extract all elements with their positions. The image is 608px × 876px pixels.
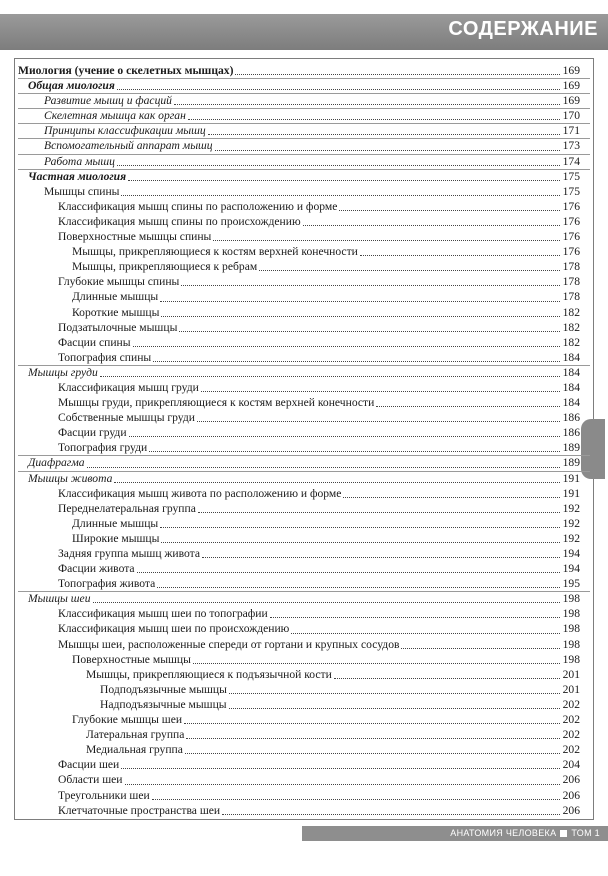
dot-leader [121, 185, 560, 196]
toc-entry [14, 637, 594, 652]
toc-entry [14, 455, 594, 470]
separator-line [18, 169, 590, 170]
dot-leader [157, 577, 560, 588]
dot-leader [376, 396, 560, 407]
toc-entry-title: Классификация мышц спины по расположению и форме [58, 199, 338, 213]
toc-entry-page: 194 [562, 562, 580, 576]
toc-entry-title: Фасции шеи [58, 758, 120, 772]
toc-entry-page: 176 [562, 214, 580, 228]
toc-entry [14, 274, 594, 289]
dot-leader [161, 532, 560, 543]
toc-entry [14, 727, 594, 742]
toc-entry-title: Топография спины [58, 350, 152, 364]
toc-entry-page: 175 [562, 169, 580, 183]
separator-line [18, 138, 590, 139]
toc-entry-title: Треугольники шеи [58, 788, 150, 802]
toc-entry [14, 425, 594, 440]
dot-leader [215, 140, 560, 151]
toc-entry [14, 123, 594, 138]
toc-entry-page: 176 [562, 245, 580, 259]
toc-entry-page: 173 [562, 139, 580, 153]
square-bullet-icon [560, 830, 567, 837]
toc-entry [14, 501, 594, 516]
toc-entry [14, 199, 594, 214]
toc-entry [14, 380, 594, 395]
toc-entry-title: Классификация мышц груди [58, 380, 199, 394]
toc-entry-page: 206 [562, 788, 580, 802]
toc-entry [14, 471, 594, 486]
toc-entry [14, 395, 594, 410]
dot-leader [114, 472, 560, 483]
toc-entry-page: 191 [562, 486, 580, 500]
toc-entry-title: Миология (учение о скелетных мышцах) [18, 64, 234, 77]
dot-leader [179, 321, 560, 332]
toc-entry [14, 154, 594, 169]
toc-entry-page: 198 [562, 637, 580, 651]
toc-entry-page: 176 [562, 230, 580, 244]
dot-leader [160, 291, 560, 302]
toc-entry-title: Частная миология [28, 169, 127, 183]
dot-leader [197, 411, 560, 422]
toc-entry-title: Собственные мышцы груди [58, 411, 195, 425]
toc-entry [14, 576, 594, 591]
toc-entry-title: Медиальная группа [86, 743, 183, 757]
toc-entry-page: 206 [562, 803, 580, 817]
toc-entry-title: Поверхностные мышцы [72, 652, 191, 666]
dot-leader [235, 64, 560, 75]
toc-entry-title: Фасции груди [58, 426, 127, 440]
footer [450, 826, 600, 841]
toc-entry [14, 259, 594, 274]
dot-leader [229, 698, 560, 709]
toc-entry-title: Длинные мышцы [72, 516, 159, 530]
toc-entry-page: 202 [562, 713, 580, 727]
toc-entry [14, 214, 594, 229]
dot-leader [153, 351, 560, 362]
toc-entry-page: 195 [562, 577, 580, 591]
dot-leader [117, 79, 560, 90]
toc-entry [14, 621, 594, 636]
toc-entry [14, 305, 594, 320]
toc-entry-page: 182 [562, 320, 580, 334]
toc-entry-title: Надподъязычные мышцы [100, 697, 227, 711]
separator-line [18, 455, 590, 456]
dot-leader [343, 487, 560, 498]
dot-leader [129, 426, 560, 437]
toc-entry-page: 198 [562, 622, 580, 636]
toc-entry [14, 108, 594, 123]
dot-leader [160, 517, 560, 528]
toc-entry-page: 184 [562, 380, 580, 394]
separator-line [18, 108, 590, 109]
toc-entry-title: Принципы классификации мышц [44, 124, 206, 138]
toc-entry [14, 244, 594, 259]
toc-entry-page: 198 [562, 607, 580, 621]
toc-entry-page: 169 [562, 79, 580, 93]
dot-leader [125, 774, 560, 785]
toc-entry-page: 182 [562, 305, 580, 319]
toc-entry-page: 186 [562, 411, 580, 425]
dot-leader [213, 230, 560, 241]
separator-line [18, 591, 590, 592]
toc-entry [14, 138, 594, 153]
toc-entry-page: 189 [562, 456, 580, 470]
dot-leader [152, 789, 560, 800]
toc-entry-title: Мышцы шеи [28, 592, 91, 606]
toc-entry [14, 365, 594, 380]
toc-entry [14, 486, 594, 501]
toc-entry-title: Длинные мышцы [72, 290, 159, 304]
toc-entry-title: Задняя группа мышц живота [58, 547, 201, 560]
toc-entry-page: 184 [562, 350, 580, 364]
dot-leader [291, 623, 560, 634]
toc-entry-page: 198 [562, 652, 580, 666]
toc-entry [14, 320, 594, 335]
separator-line [18, 471, 590, 472]
toc-entry [14, 788, 594, 803]
separator-line [18, 154, 590, 155]
table-of-contents [14, 63, 594, 818]
toc-entry-title: Мышцы, прикрепляющиеся к костям верхней конечности [72, 245, 358, 259]
dot-leader [87, 457, 560, 468]
toc-entry [14, 229, 594, 244]
toc-entry-title: Фасции спины [58, 335, 131, 349]
toc-entry-title: Мышцы живота [28, 471, 113, 485]
toc-entry-title: Фасции живота [58, 562, 135, 576]
dot-leader [201, 381, 560, 392]
toc-entry [14, 667, 594, 682]
toc-entry-page: 178 [562, 260, 580, 274]
toc-entry [14, 531, 594, 546]
dot-leader [401, 638, 560, 649]
toc-entry-title: Топография живота [58, 577, 156, 591]
toc-entry-page: 202 [562, 697, 580, 711]
toc-entry-title: Классификация мышц спины по происхождению [58, 214, 301, 228]
toc-entry-page: 178 [562, 275, 580, 289]
toc-entry-page: 191 [562, 471, 580, 485]
toc-entry [14, 63, 594, 78]
toc-entry-page: 202 [562, 728, 580, 742]
toc-entry [14, 606, 594, 621]
toc-entry-page: 175 [562, 184, 580, 198]
dot-leader [121, 758, 560, 769]
dot-leader [133, 336, 560, 347]
toc-entry-title: Вспомогательный аппарат мышц [44, 139, 213, 153]
toc-entry-title: Скелетная мышца как орган [44, 109, 186, 123]
toc-entry-title: Работа мышц [44, 154, 115, 168]
toc-entry-title: Широкие мышцы [72, 531, 160, 545]
page-title: СОДЕРЖАНИЕ [448, 18, 598, 40]
toc-entry-title: Поверхностные мышцы спины [58, 230, 212, 244]
toc-entry-page: 169 [562, 94, 580, 108]
toc-entry [14, 742, 594, 757]
toc-entry-title: Классификация мышц живота по расположению и форме [58, 486, 342, 500]
toc-entry-title: Классификация мышц шеи по происхождению [58, 622, 290, 636]
dot-leader [186, 728, 560, 739]
toc-entry-title: Общая миология [28, 79, 115, 93]
toc-entry [14, 335, 594, 350]
separator-line [18, 78, 590, 79]
toc-entry-title: Области шеи [58, 773, 123, 787]
toc-entry [14, 410, 594, 425]
dot-leader [193, 653, 560, 664]
toc-entry-page: 201 [562, 682, 580, 696]
dot-leader [185, 743, 560, 754]
toc-entry-page: 206 [562, 773, 580, 787]
toc-entry-title: Подзатылочные мышцы [58, 320, 178, 334]
toc-entry-page: 174 [562, 154, 580, 168]
toc-entry-title: Глубокие мышцы спины [58, 275, 180, 289]
toc-entry-page: 178 [562, 290, 580, 304]
dot-leader [100, 366, 560, 377]
toc-entry-title: Мышцы, прикрепляющиеся к подъязычной кости [86, 667, 332, 681]
toc-entry-title: Подподъязычные мышцы [100, 682, 227, 696]
toc-entry-page: 202 [562, 743, 580, 757]
toc-entry [14, 350, 594, 365]
toc-entry-page: 182 [562, 335, 580, 349]
dot-leader [208, 124, 560, 135]
dot-leader [161, 306, 560, 317]
dot-leader [303, 215, 560, 226]
dot-leader [222, 804, 560, 815]
toc-entry-page: 204 [562, 758, 580, 772]
toc-entry-title: Топография груди [58, 441, 148, 455]
dot-leader [198, 502, 560, 513]
separator-line [18, 123, 590, 124]
toc-entry-page: 189 [562, 441, 580, 455]
toc-entry [14, 289, 594, 304]
dot-leader [229, 683, 560, 694]
toc-entry [14, 184, 594, 199]
toc-entry [14, 772, 594, 787]
toc-entry-page: 184 [562, 365, 580, 379]
toc-entry-page: 171 [562, 124, 580, 138]
toc-entry-page: 194 [562, 547, 580, 560]
toc-entry-title: Глубокие мышцы шеи [72, 713, 183, 727]
dot-leader [360, 245, 560, 256]
toc-entry-title: Мышцы груди, прикрепляющиеся к костям верхней конечности [58, 396, 375, 410]
toc-entry-title: Диафрагма [28, 456, 85, 470]
toc-entry-title: Классификация мышц шеи по топографии [58, 607, 268, 621]
toc-entry-title: Латеральная группа [86, 728, 185, 742]
dot-leader [93, 592, 560, 603]
dot-leader [270, 607, 560, 618]
footer-book-title: АНАТОМИЯ ЧЕЛОВЕКА [450, 828, 557, 838]
toc-entry-page: 192 [562, 531, 580, 545]
dot-leader [137, 562, 560, 573]
toc-entry-title: Мышцы, прикрепляющиеся к ребрам [72, 260, 258, 274]
separator-line [18, 93, 590, 94]
toc-entry [14, 803, 594, 818]
toc-entry-title: Клетчаточные пространства шеи [58, 803, 221, 817]
toc-entry [14, 697, 594, 712]
dot-leader [174, 94, 560, 105]
toc-entry-title: Переднелатеральная группа [58, 501, 196, 515]
dot-leader [184, 713, 560, 724]
toc-entry-title: Мышцы шеи, расположенные спереди от гортани и крупных сосудов [58, 637, 400, 651]
toc-entry [14, 78, 594, 93]
dot-leader [188, 109, 560, 120]
toc-entry [14, 757, 594, 772]
dot-leader [181, 275, 560, 286]
toc-entry [14, 682, 594, 697]
toc-entry-page: 192 [562, 516, 580, 530]
dot-leader [339, 200, 560, 211]
toc-entry-page: 192 [562, 501, 580, 515]
toc-entry [14, 561, 594, 576]
toc-entry [14, 440, 594, 455]
separator-line [18, 365, 590, 366]
toc-entry-page: 198 [562, 592, 580, 606]
toc-entry-page: 186 [562, 426, 580, 440]
toc-entry-page: 176 [562, 199, 580, 213]
dot-leader [334, 668, 560, 679]
toc-entry [14, 546, 594, 561]
toc-entry-page: 170 [562, 109, 580, 123]
toc-entry-page: 184 [562, 396, 580, 410]
dot-leader [149, 441, 560, 452]
toc-entry-title: Мышцы спины [44, 184, 120, 198]
toc-entry-page: 169 [562, 64, 580, 77]
toc-entry [14, 93, 594, 108]
toc-entry [14, 652, 594, 667]
toc-entry [14, 712, 594, 727]
dot-leader [202, 547, 560, 558]
toc-entry-page: 201 [562, 667, 580, 681]
toc-entry-title: Мышцы груди [28, 365, 98, 379]
toc-entry-title: Короткие мышцы [72, 305, 160, 319]
toc-entry [14, 169, 594, 184]
toc-entry [14, 591, 594, 606]
dot-leader [128, 170, 560, 181]
dot-leader [117, 155, 560, 166]
dot-leader [259, 260, 560, 271]
toc-entry [14, 516, 594, 531]
toc-entry-title: Развитие мышц и фасций [44, 94, 172, 108]
footer-volume: ТОМ 1 [571, 828, 600, 838]
